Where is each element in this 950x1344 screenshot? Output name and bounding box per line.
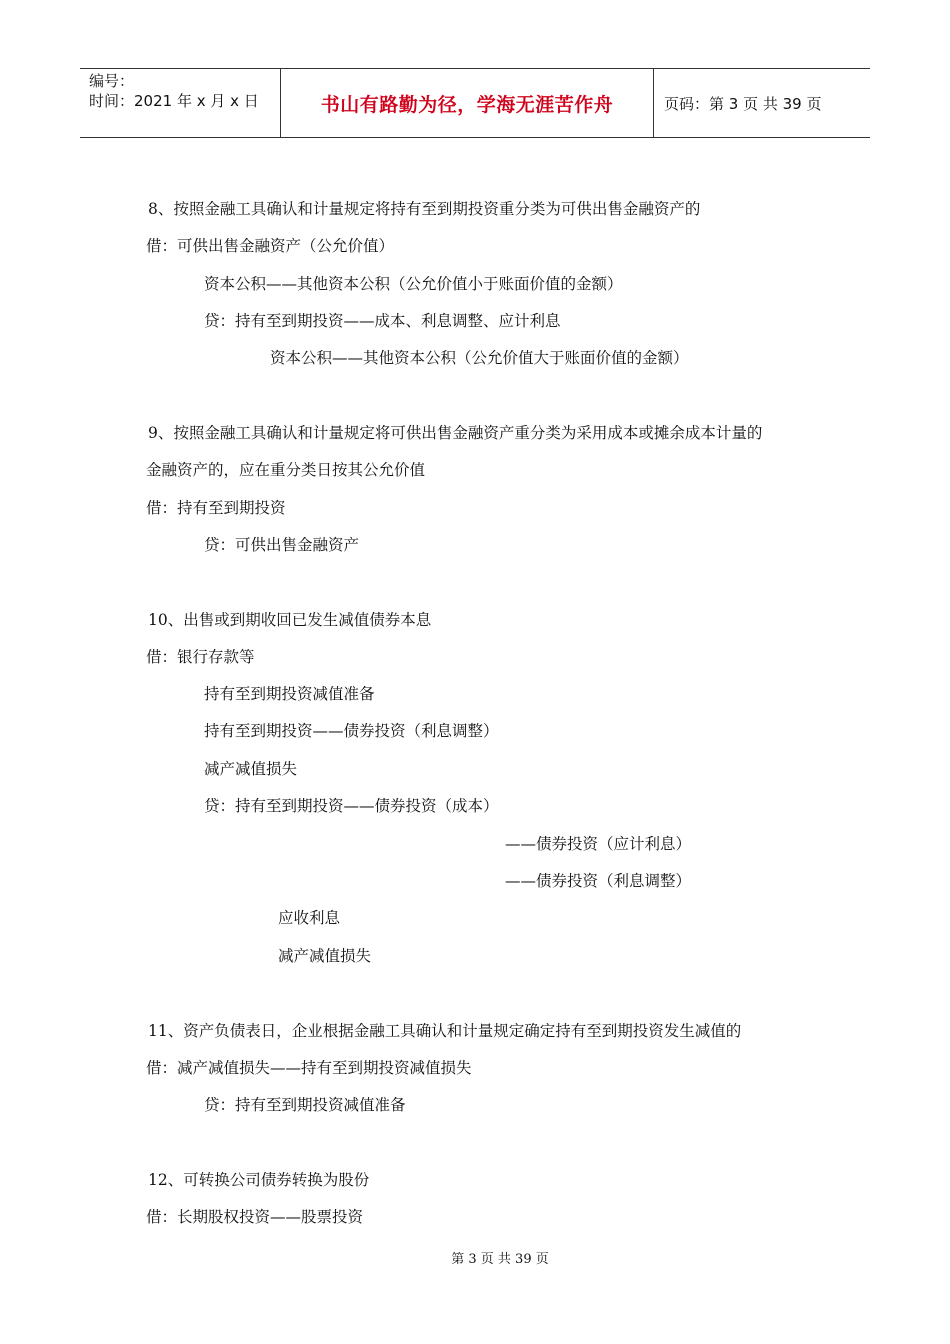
item-12-heading: 12、可转换公司债券转换为股份 xyxy=(148,1171,370,1189)
entry-credit: 资本公积——其他资本公积（公允价值大于账面价值的金额） xyxy=(270,349,689,367)
entry-debit: 借：减产减值损失——持有至到期投资减值损失 xyxy=(146,1059,472,1077)
item-11-heading: 11、资产负债表日，企业根据金融工具确认和计量规定确定持有至到期投资发生减值的 xyxy=(148,1022,742,1040)
entry-credit: 应收利息 xyxy=(278,909,341,927)
header-page-label: 页码：第 3 页 共 39 页 xyxy=(664,94,822,113)
entry-debit: 持有至到期投资——债券投资（利息调整） xyxy=(204,722,499,740)
entry-credit: 贷：可供出售金融资产 xyxy=(204,536,360,554)
item-10-heading: 10、出售或到期收回已发生减值债券本息 xyxy=(148,611,432,629)
entry-credit: ——债券投资（利息调整） xyxy=(505,872,692,890)
page-footer: 第 3 页 共 39 页 xyxy=(451,1252,549,1267)
header-motto xyxy=(281,69,654,137)
entry-debit: 资本公积——其他资本公积（公允价值小于账面价值的金额） xyxy=(204,275,623,293)
entry-credit: 贷：持有至到期投资——债券投资（成本） xyxy=(204,797,499,815)
item-9-heading: 9、按照金融工具确认和计量规定将可供出售金融资产重分类为采用成本或摊余成本计量的 xyxy=(148,424,763,442)
motto-text: 书山有路勤为径，学海无涯苦作舟 xyxy=(320,93,614,116)
entry-credit: 贷：持有至到期投资——成本、利息调整、应计利息 xyxy=(204,312,561,330)
item-8-heading: 8、按照金融工具确认和计量规定将持有至到期投资重分类为可供出售金融资产的 xyxy=(148,200,701,218)
page-header xyxy=(80,68,870,138)
header-meta xyxy=(80,69,281,137)
number-label: 编号： xyxy=(89,72,135,90)
entry-debit: 借：持有至到期投资 xyxy=(146,499,286,517)
entry-debit: 持有至到期投资减值准备 xyxy=(204,685,375,703)
entry-debit: 减产减值损失 xyxy=(204,760,298,778)
entry-credit: 贷：持有至到期投资减值准备 xyxy=(204,1096,406,1114)
entry-debit: 借：长期股权投资——股票投资 xyxy=(146,1208,364,1226)
time-label: 时间：2021 年 x 月 x 日 xyxy=(89,92,259,110)
item-9-heading-cont: 金融资产的，应在重分类日按其公允价值 xyxy=(146,461,426,479)
entry-credit: ——债券投资（应计利息） xyxy=(505,835,692,853)
entry-debit: 借：可供出售金融资产（公允价值） xyxy=(146,237,395,255)
entry-debit: 借：银行存款等 xyxy=(146,648,255,666)
entry-credit: 减产减值损失 xyxy=(278,947,372,965)
